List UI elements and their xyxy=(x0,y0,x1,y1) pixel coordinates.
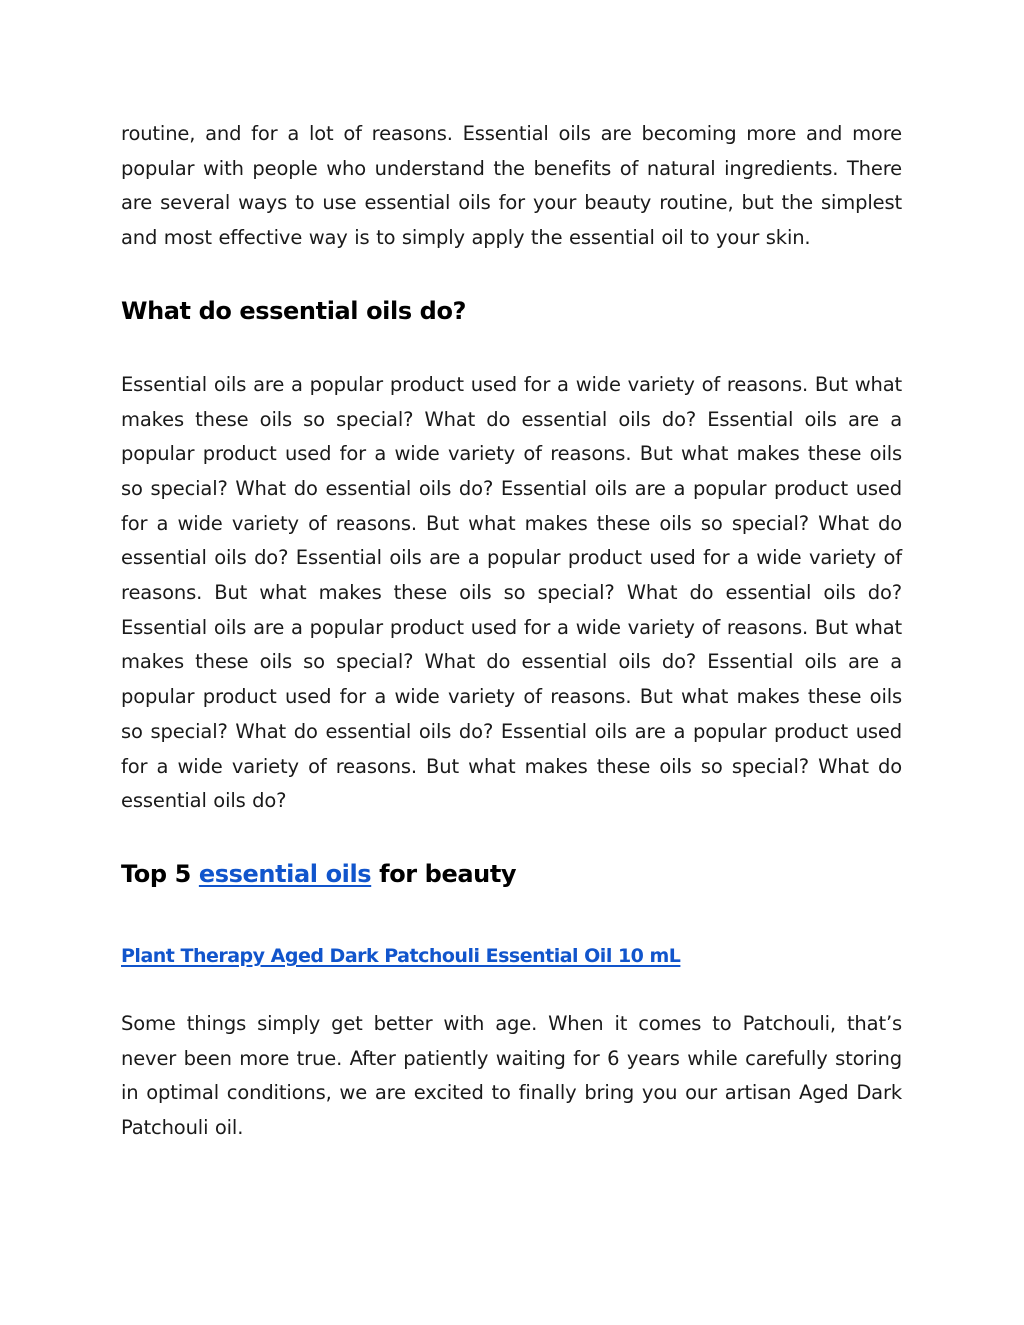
heading-suffix: for beauty xyxy=(371,859,517,888)
essential-oils-link[interactable]: essential oils xyxy=(198,859,372,888)
section-heading-what: What do essential oils do? xyxy=(121,296,467,325)
product-heading xyxy=(121,941,902,971)
document-page xyxy=(121,117,902,1146)
intro-paragraph: routine, and for a lot of reasons. Essential oils are becoming more and more popular with people who understand the benefits of natural ingredients. There are several ways to use essential oils for your beauty routine, but the simplest and most effective way is to simply apply the essential oil to your skin. xyxy=(121,122,902,250)
section-heading-top xyxy=(121,857,902,891)
product-link[interactable]: Plant Therapy Aged Dark Patchouli Essential Oil 10 mL xyxy=(121,944,681,967)
section-paragraph-what: Essential oils are a popular product used for a wide variety of reasons. But what makes these oils so special? What do essential oils do? Essential oils are a popular product used for a wide variety of reasons. But what makes these oils so special? What do essential oils do? Essential oils are a popular product used for a wide variety of reasons. But what makes these oils so special? What do essential oils do? Essential oils are a popular product used for a wide variety of reasons. But what makes these oils so special? What do essential oils do? Essential oils are a popular product used for a wide variety of reasons. But what makes these oils so special? What do essential oils do? Essential oils are a popular product used for a wide variety of reasons. But what makes these oils so special? What do essential oils do? Essential oils are a popular product used for a wide variety of reasons. But what makes these oils so special? What do essential oils do? xyxy=(121,372,902,813)
product-paragraph: Some things simply get better with age. When it comes to Patchouli, that’s never been more true. After patiently waiting for 6 years while carefully storing in optimal conditions, we are excited to finally bring you our artisan Aged Dark Patchouli oil. xyxy=(121,1011,902,1140)
heading-prefix: Top 5 xyxy=(121,859,199,888)
